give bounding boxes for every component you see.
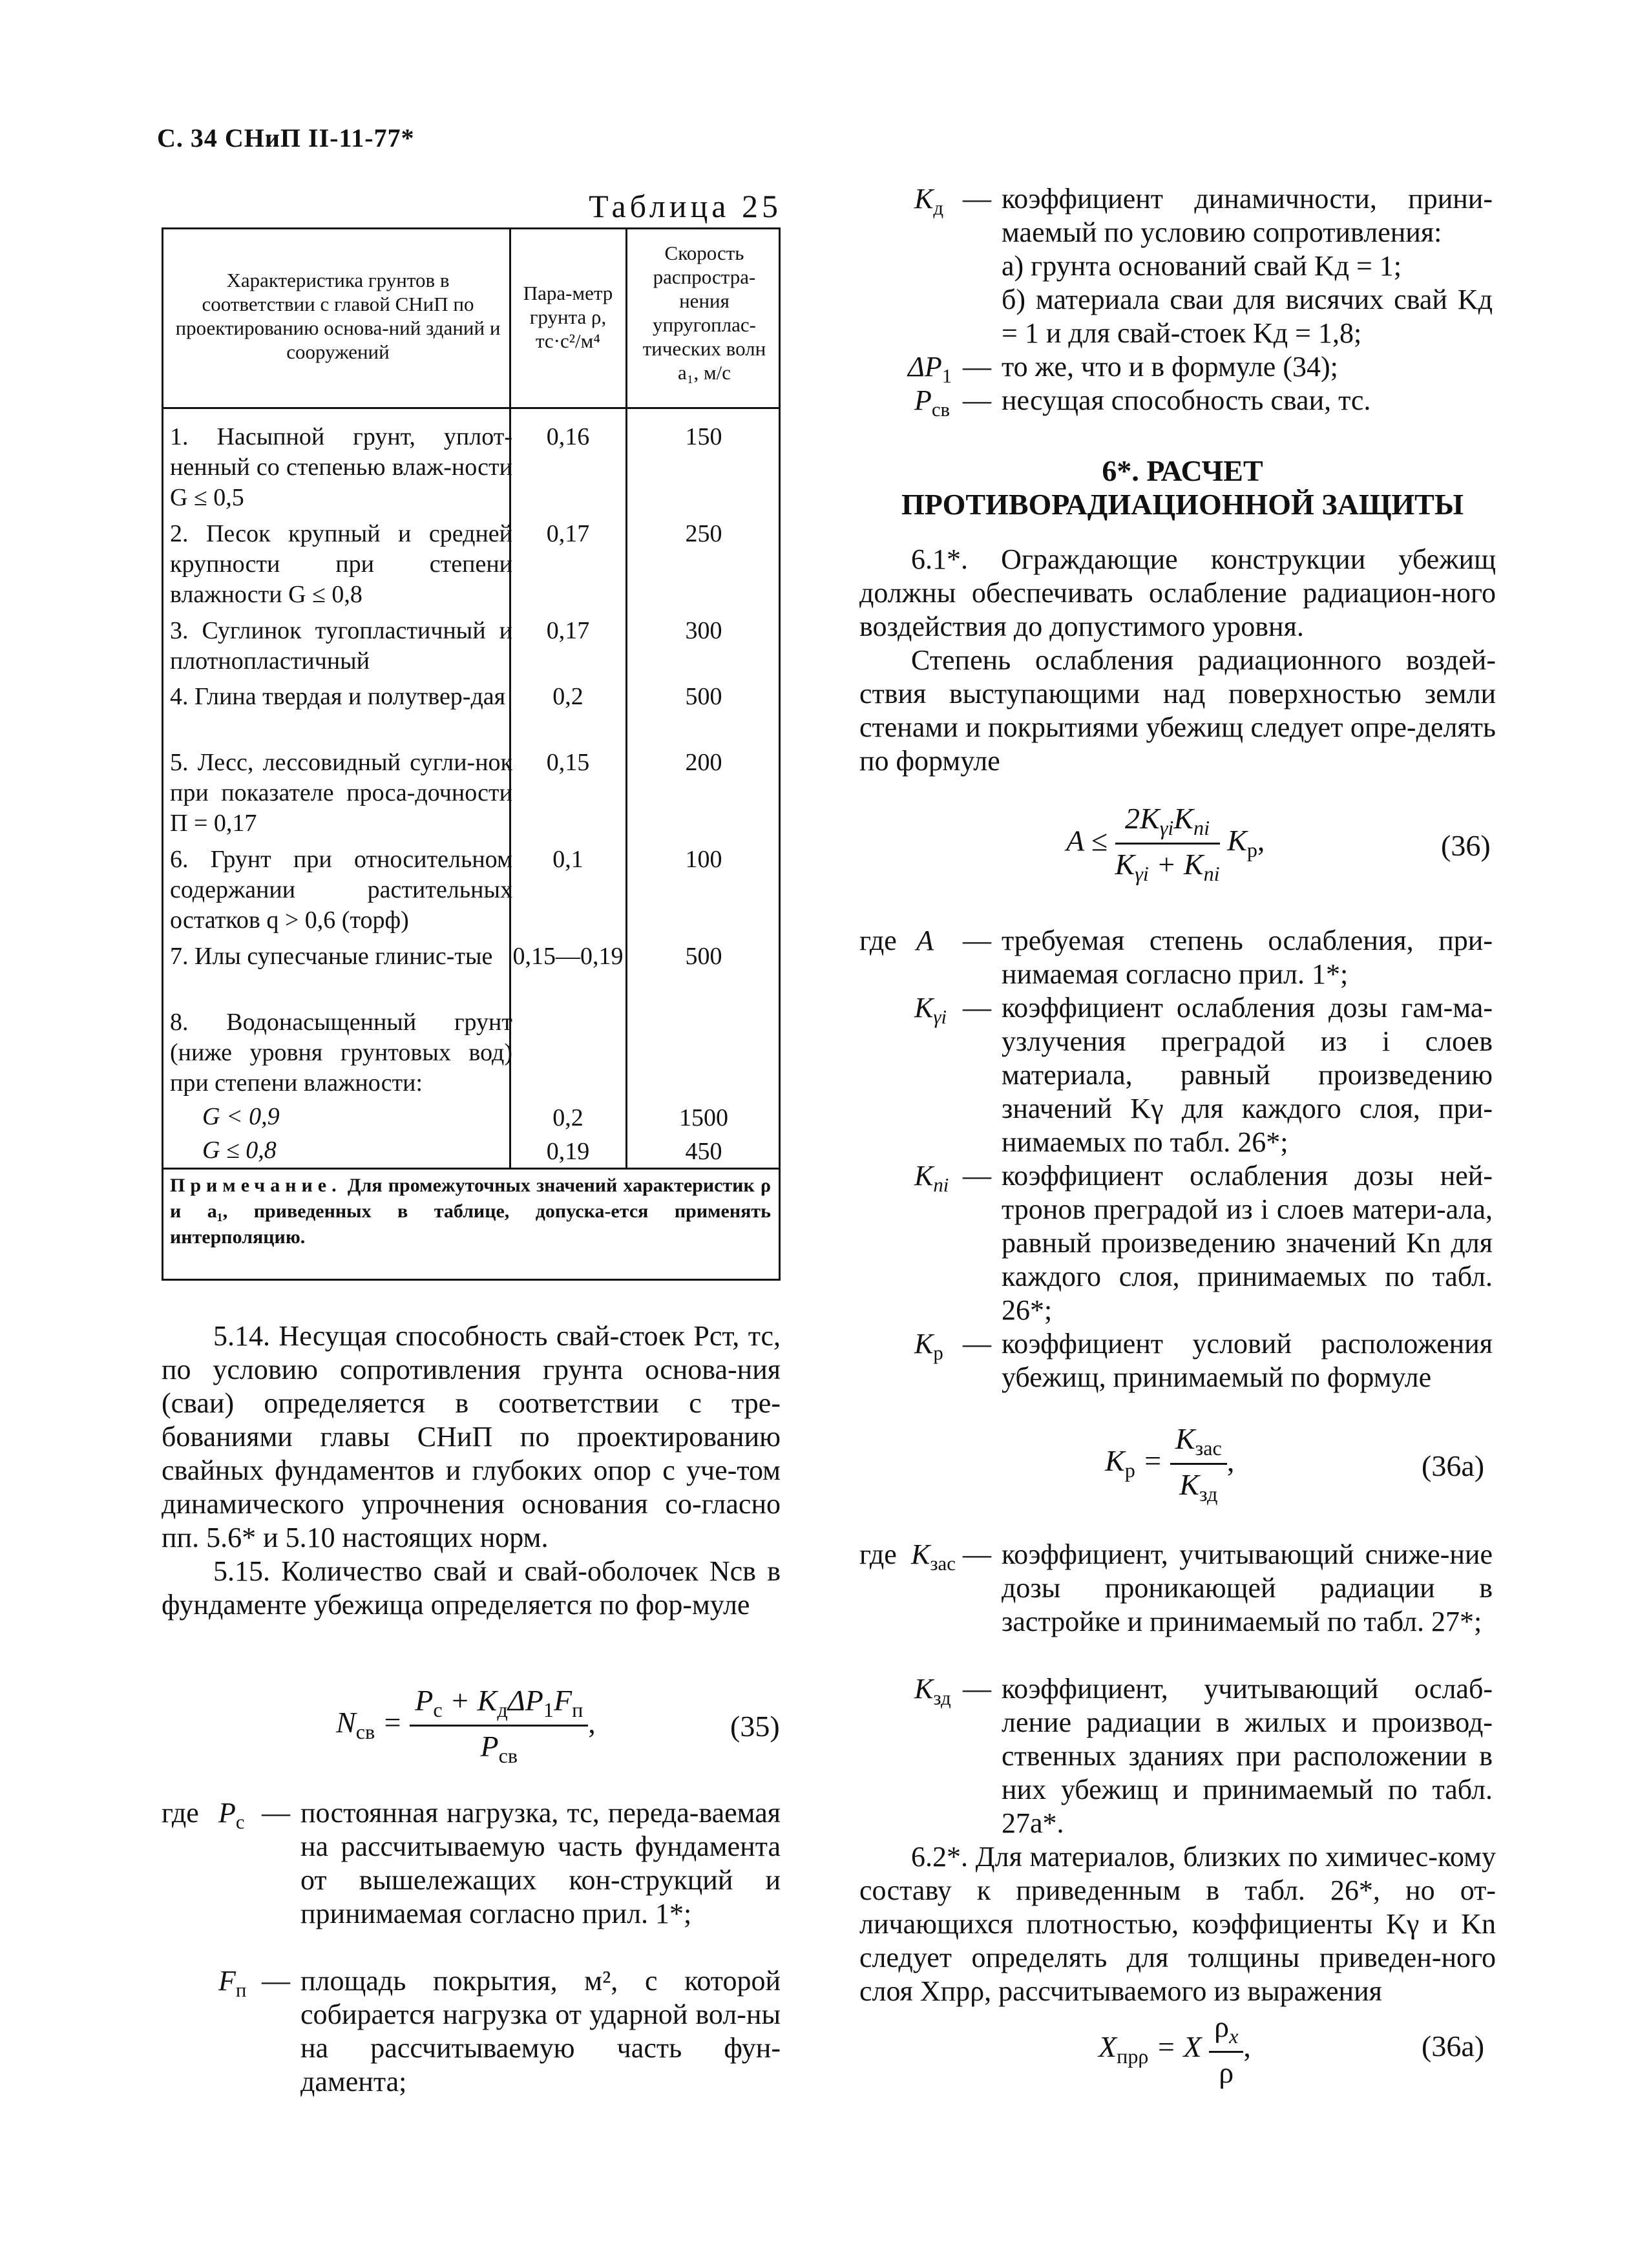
page-header: С. 34 СНиП II-11-77* (157, 123, 415, 152)
formula-36a-second: $X_{пр\rho} = X$ $\frac{\rho_x}{\rho}$ , (1098, 2010, 1251, 2090)
dash: — (963, 1538, 991, 1570)
table-row-4-rho: 0,2 (552, 683, 583, 710)
paragraph-5-15: 5.15. Количество свай и свай-оболочек Nсв в фундаменте убежища определяется по фор-муле (162, 1555, 781, 1621)
where-label: где (859, 925, 897, 956)
table-header-soil: Характеристика грунтов в соответствии с главой СНиП по проектированию основа-ний зданий и сооружений (175, 269, 501, 363)
definition-a: требуемая степень ослабления, при-нимаемая согласно прил. 1*; (1002, 925, 1493, 990)
table-row-2-rho: 0,17 (546, 520, 590, 547)
symbol-fp: $F_п$ (218, 1965, 247, 2001)
column-divider (625, 229, 627, 1170)
definition-kr: коэффициент условий расположения убежищ, принимаемый по формуле (1002, 1328, 1493, 1393)
table-caption: Таблица 25 (589, 188, 782, 224)
symbol-kr: $K_р$ (914, 1328, 943, 1364)
table-row-3-velocity: 300 (685, 617, 722, 644)
table-note (170, 1173, 771, 1250)
formula-36: A ≤ $\frac{2K_{\gamma i}K_{ni}}{K_{\gamma i} + K_{ni}}$ $K_р$, (1066, 802, 1265, 886)
definition-fp: площадь покрытия, м², с которой собирается нагрузка от ударной вол-ны на рассчитываемую часть фун-дамента; (300, 1965, 781, 2097)
dash: — (963, 351, 991, 383)
symbol-delta-p1: $\Delta P_1$ (908, 351, 952, 387)
table-25 (162, 227, 781, 1281)
table-note-text: Для промежуточных значений характеристик ρ и a₁, приведенных в таблице, допуска-ется применять интерполяцию. (170, 1175, 772, 1248)
dash: — (963, 1328, 991, 1360)
definition-delta-p1: то же, что и в формуле (34); (1002, 351, 1338, 383)
dash: — (963, 1160, 991, 1192)
symbol-pc: $P_с$ (218, 1797, 245, 1833)
table-row-8a-rho: 0,2 (552, 1104, 583, 1131)
formula-36-number: (36) (1441, 829, 1491, 862)
definition-pc: постоянная нагрузка, тс, переда-ваемая на рассчитываемую часть фундамента от вышележащих кон-струкций и принимаемая согласно прил. 1*; (300, 1797, 781, 1929)
symbol-kzd: $K_{зд}$ (914, 1673, 951, 1709)
formula-35: $N_{св}$ = $\frac{P_с + K_д\Delta P_1F_п}{P_{св}}$ , (336, 1684, 596, 1768)
table-row-8-name: 8. Водонасыщенный грунт (ниже уровня грунтовых вод) при степени влажности: (170, 1009, 512, 1097)
table-row-3-name: 3. Суглинок тугопластичный и плотнопластичный (170, 617, 512, 675)
table-row-7-rho: 0,15—0,19 (512, 943, 624, 970)
symbol-a: A (916, 925, 934, 956)
paragraph-6-2: 6.2*. Для материалов, близких по химичес-кому составу к приведенным в табл. 26*, но от-личающихся плотностью, коэффициенты Kγ и Kn следует определять для толщины приведен-ного слоя Xпрρ, рассчитываемого из выражения (859, 1841, 1496, 2007)
dash: — (963, 925, 991, 956)
table-row-5-name: 5. Лесс, лессовидный сугли-нок при показателе проса-дочности П = 0,17 (170, 749, 512, 837)
table-note-label: Примечание. (170, 1175, 342, 1196)
table-row-8b-velocity: 450 (685, 1138, 722, 1165)
symbol-kzas: $K_{зас}$ (911, 1538, 956, 1575)
table-row-6-velocity: 100 (685, 846, 722, 873)
header-divider (163, 407, 779, 409)
table-header-velocity: Скорость распростра-нения упругоплас-тических волн a₁, м/с (642, 242, 766, 384)
symbol-psv: $P_{св}$ (914, 384, 951, 421)
definition-kd-a: а) грунта оснований свай Kд = 1; (1002, 250, 1402, 282)
symbol-kd: $K_д$ (914, 183, 944, 219)
table-row-8a-velocity: 1500 (679, 1104, 728, 1131)
table-row-4-velocity: 500 (685, 683, 722, 710)
table-row-3-rho: 0,17 (546, 617, 590, 644)
dash: — (963, 384, 991, 416)
dash: — (262, 1965, 290, 1997)
section-title-line2: ПРОТИВОРАДИАЦИОННОЙ ЗАЩИТЫ (901, 488, 1464, 521)
table-row-5-velocity: 200 (685, 749, 722, 776)
table-row-1-name: 1. Насыпной грунт, уплот-ненный со степенью влаж-ности G ≤ 0,5 (170, 423, 512, 511)
definition-psv: несущая способность сваи, тс. (1002, 384, 1371, 416)
formula-35-number: (35) (730, 1710, 780, 1743)
definition-kni: коэффициент ослабления дозы ней-тронов преградой из i слоев матери-ала, равный произведению значений Kn для каждого слоя, принимаемых по табл. 26*; (1002, 1160, 1493, 1326)
table-row-5-rho: 0,15 (546, 749, 590, 776)
definition-kzd: коэффициент, учитывающий ослаб-ление радиации в жилых и производ-ственных зданиях при расположении в них убежищ и принимаемый по табл. 27а*. (1002, 1673, 1493, 1839)
dash: — (963, 992, 991, 1024)
table-row-1-velocity: 150 (685, 423, 722, 450)
table-row-6-rho: 0,1 (552, 846, 583, 873)
paragraph-6-1: 6.1*. Ограждающие конструкции убежищ должны обеспечивать ослабление радиацион-ного воздействия до допустимого уровня. (859, 543, 1496, 642)
definition-kd-b: б) материала сваи для висячих свай Kд = 1 и для свай-стоек Kд = 1,8; (1002, 284, 1493, 349)
table-row-6-name: 6. Грунт при относительном содержании растительных остатков q > 0,6 (торф) (170, 846, 512, 934)
table-row-8a-name: G < 0,9 (202, 1103, 280, 1130)
table-row-7-name: 7. Илы супесчаные глинис-тые (170, 943, 493, 970)
table-row-7-velocity: 500 (685, 943, 722, 970)
table-row-2-name: 2. Песок крупный и средней крупности при степени влажности G ≤ 0,8 (170, 520, 512, 608)
where-label: где (162, 1797, 199, 1829)
table-row-8b-rho: 0,19 (546, 1138, 590, 1165)
dash: — (963, 183, 991, 215)
table-row-1-rho: 0,16 (546, 423, 590, 450)
formula-36a-second-number: (36а) (1422, 2030, 1485, 2063)
where-label: где (859, 1538, 897, 1570)
note-divider (163, 1168, 779, 1170)
dash: — (963, 1673, 991, 1705)
section-title-line1: 6*. РАСЧЕТ (1102, 454, 1263, 487)
formula-36a: $K_р$ = $\frac{K_{зас}}{K_{зд}}$ , (1105, 1422, 1235, 1506)
definition-kzas: коэффициент, учитывающий сниже-ние дозы проникающей радиации в застройке и принимаемый по табл. 27*; (1002, 1538, 1493, 1637)
table-row-2-velocity: 250 (685, 520, 722, 547)
table-header-rho: Пара-метр грунта ρ, тс·с²/м⁴ (523, 282, 613, 352)
paragraph-6-1-b: Степень ослабления радиационного воздей-ствия выступающими над поверхностью земли стенами и покрытиями убежищ следует опре-делять по формуле (859, 644, 1496, 777)
table-row-4-name: 4. Глина твердая и полутвер-дая (170, 683, 506, 710)
definition-kd: коэффициент динамичности, прини-маемый по условию сопротивления: (1002, 183, 1493, 248)
symbol-kgi: $K_{\gamma i}$ (914, 992, 947, 1028)
definition-kgi: коэффициент ослабления дозы гам-ма-узлучения преградой из i слоев материала, равный произведению значений Kγ для каждого слоя, при-нимаемых по табл. 26*; (1002, 992, 1493, 1158)
paragraph-5-14: 5.14. Несущая способность свай-стоек Pст, тс, по условию сопротивления грунта основа-ния (сваи) определяется в соответствии с тре-бованиями главы СНиП по проектированию свайных фундаментов и глубоких опор с уче-том динамического упрочнения основания со-гласно пп. 5.6* и 5.10 настоящих норм. (162, 1320, 781, 1553)
formula-36a-number: (36а) (1422, 1449, 1485, 1482)
table-row-8b-name: G ≤ 0,8 (202, 1137, 277, 1164)
symbol-kni: $K_{ni}$ (914, 1160, 949, 1196)
dash: — (262, 1797, 290, 1829)
